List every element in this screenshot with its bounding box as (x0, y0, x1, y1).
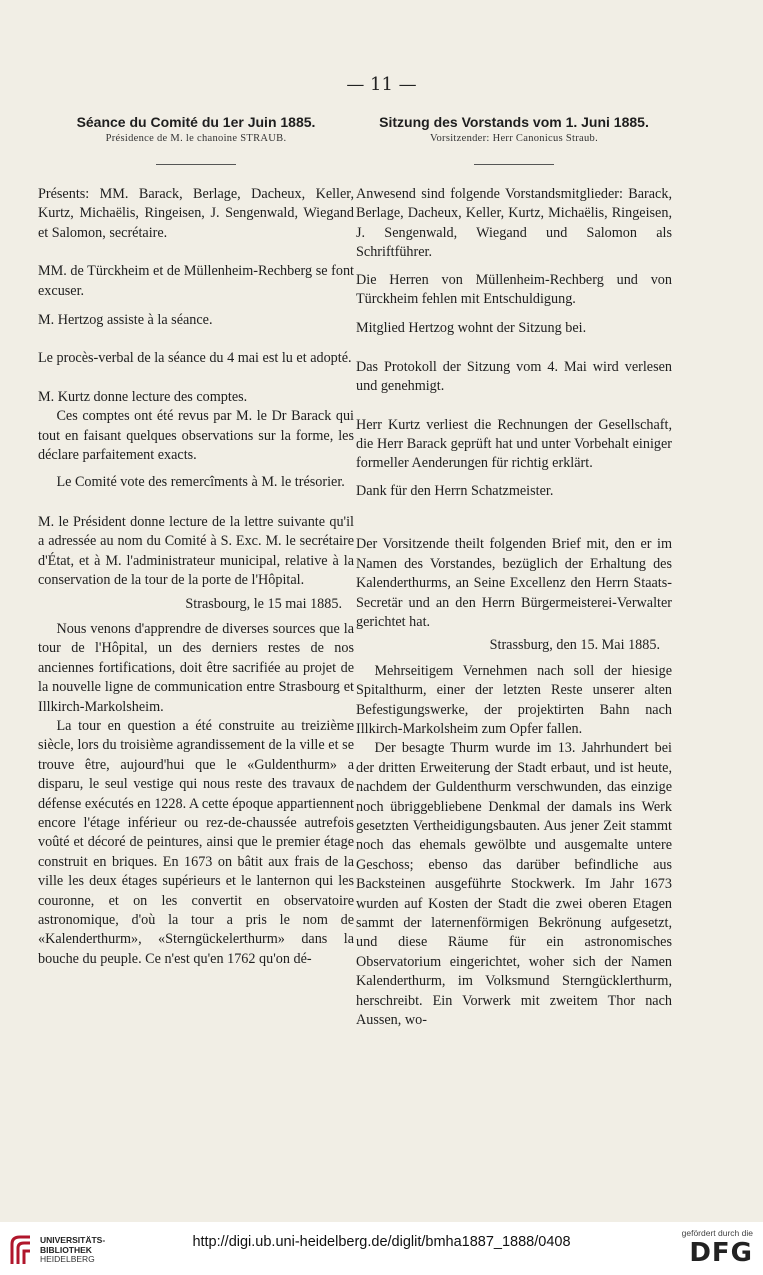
paragraph: M. Hertzog assiste à la séance. (38, 312, 213, 329)
paragraph: La tour en question a été construite au treizième siècle, lors du troisième agrandissement de la ville et se trouve être, aujourd'hui que le «Guldenthurm» a disparu, le seul vestige qui nous reste des travaux de défense exécutés en 1228. A cette époque appartiennent encore l'étage inférieur ou rez-de-chaussée autrefois voûté et décoré de peintures, ainsi que le premier étage construit en briques. En 1673 on bâtit aux frais de la ville les deux étages supérieurs et le lanternon qui les couronne, et on les convertit en observatoire astronomique, d'où la tour a pris le nom de «Kalenderthurm», «Sterngückelerthurm» dans la bouche du peuple. Ce n'est qu'en 1762 qu'on dé- (38, 717, 354, 967)
divider (474, 164, 554, 165)
paragraph: Nous venons d'apprendre de diverses sources que la tour de l'Hôpital, un des derniers restes de nos anciennes fortifications, doit être sacrifiée au projet de la nouvelle ligne de communication entre Strasbourg et Illkirch-Markolsheim. (38, 620, 354, 715)
paragraph: Anwesend sind folgende Vorstandsmitglieder: Barack, Berlage, Dacheux, Keller, Kurtz, Michaëlis, Ringeisen, J. Sengenwald, Wiegand und Salomon als Schriftführer. (356, 186, 672, 261)
paragraph: MM. de Türckheim et de Müllenheim-Rechberg se font excuser. (38, 263, 354, 299)
dfg-wordmark: DFG (689, 1238, 753, 1268)
paragraph: Herr Kurtz verliest die Rechnungen der Gesellschaft, die Herr Barack geprüft hat und unter Vorbehalt einiger formeller Aenderungen für richtig erklärt. (356, 416, 672, 472)
paragraph: Die Herren von Müllenheim-Rechberg und von Türckheim fehlen mit Entschuldigung. (356, 271, 672, 308)
german-column (356, 113, 672, 1030)
library-line: BIBLIOTHEK (40, 1244, 92, 1255)
letter-dateline: Strasbourg, le 15 mai 1885. (185, 595, 342, 612)
dfg-logo[interactable] (673, 1228, 753, 1268)
paragraph: Ces comptes ont été revus par M. le Dr Barack qui tout en faisant quelques observations sur la forme, les déclare parfaitement exacts. (38, 408, 354, 464)
divider (156, 164, 236, 165)
letter-dateline: Strassburg, den 15. Mai 1885. (489, 637, 660, 654)
paragraph: M. Kurtz donne lecture des comptes. (38, 388, 248, 405)
paragraph: Mitglied Hertzog wohnt der Sitzung bei. (356, 320, 587, 337)
funding-caption: gefördert durch die (681, 1228, 753, 1238)
paragraph: Mehrseitigem Vernehmen nach soll der hiesige Spitalthurm, einer der letzten Reste unserer alten Befestigungswerke, der projektirten Bahn nach Illkirch-Markolsheim zum Opfer fallen. (356, 662, 672, 737)
paragraph: Le Comité vote des remercîments à M. le trésorier. (56, 474, 345, 491)
page-number: — 11 — (346, 74, 417, 95)
paragraph: M. le Président donne lecture de la lettre suivante qu'il a adressée au nom du Comité à S. Exc. M. le secrétaire d'État, et à M. l'administrateur municipal, relative à la conservation de la tour de la porte de l'Hôpital. (38, 513, 354, 589)
paragraph: Der besagte Thurm wurde im 13. Jahrhundert bei der dritten Erweiterung der Stadt erbaut, und ist heute, nachdem der Guldenthurm verschwunden, das einzige noch übriggebliebene Denkmal der damals ins Werk gesetzten Vertheidigungsbauten. Aus jener Zeit stammt noch das ehemals gewölbte und ausgemalte untere Geschoss; ebenso das darüber befindliche aus Backsteinen ausgeführte Stockwerk. Im Jahr 1673 wurden auf Kosten der Stadt die zwei oberen Etagen sammt der laternenförmigen Bekrönung aufgesetzt, und diese Räume für ein astronomisches Observatorium eingerichtet, woher sich der Namen Kalenderthurm, im Volksmund Sterngücklerthurm, herschreibt. Ein Vorwerk mit zweitem Thor nach Aussen, wo- (356, 740, 672, 1029)
library-line: HEIDELBERG (40, 1254, 95, 1264)
paragraph: Présents: MM. Barack, Berlage, Dacheux, Keller, Kurtz, Michaëlis, Ringeisen, J. Sengenwald, Wiegand et Salomon, secrétaire. (38, 186, 354, 241)
paragraph: Das Protokoll der Sitzung vom 4. Mai wird verlesen und genehmigt. (356, 358, 672, 395)
german-subheading: Vorsitzender: Herr Canonicus Straub. (429, 133, 599, 144)
french-heading: Séance du Comité du 1er Juin 1885. (76, 114, 316, 130)
french-column (38, 113, 354, 969)
library-line: UNIVERSITÄTS- (40, 1235, 106, 1245)
paragraph: Der Vorsitzende theilt folgenden Brief mit, den er im Namen des Vorstandes, bezüglich der Erhaltung des Kalenderthurms, an Seine Excellenz den Herrn Staats-Secretär und an den Herrn Bürgermeisterei-Verwalter gerichtet hat. (356, 536, 672, 630)
paragraph: Le procès-verbal de la séance du 4 mai est lu et adopté. (38, 350, 352, 367)
french-subheading: Présidence de M. le chanoine STRAUB. (105, 133, 287, 144)
permalink-url[interactable]: http://digi.ub.uni-heidelberg.de/diglit/bmha1887_1888/0408 (192, 1234, 571, 1250)
german-heading: Sitzung des Vorstands vom 1. Juni 1885. (379, 114, 649, 130)
paragraph: Dank für den Herrn Schatzmeister. (356, 482, 554, 499)
